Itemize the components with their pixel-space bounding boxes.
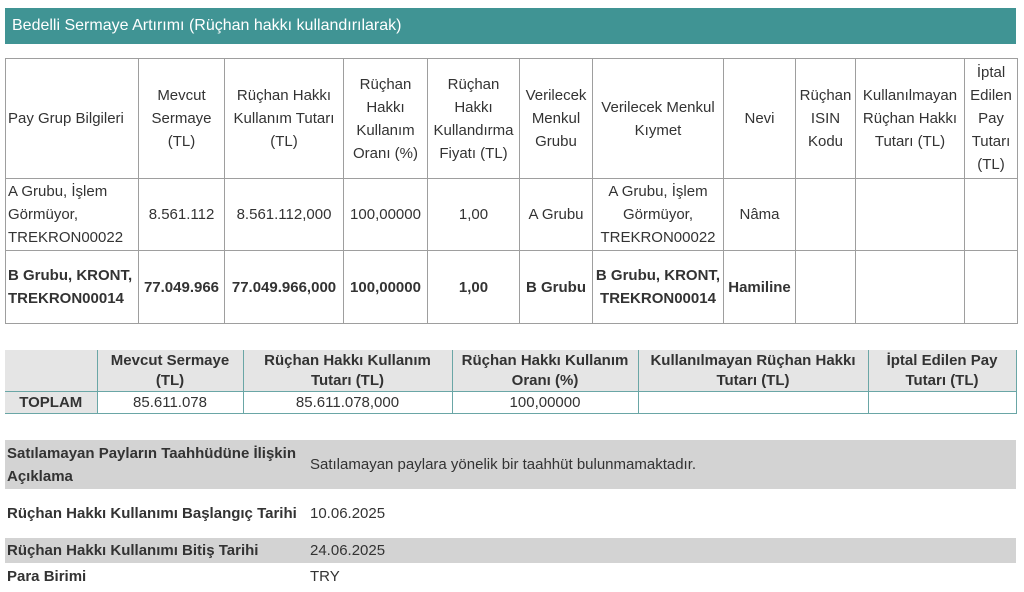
info-value: Satılamayan paylara yönelik bir taahhüt bulunmamaktadır. [305,440,1016,489]
cell-kullandirma-fiyati: 1,00 [428,251,520,324]
summary-table [5,350,1017,414]
header-kullandirma-fiyati: Rüçhan Hakkı Kullandırma Fiyatı (TL) [428,59,520,179]
cell-kullanilmayan [856,179,965,251]
info-label: Satılamayan Payların Taahhüdüne İlişkin Açıklama [5,440,305,489]
header-kullanim-tutari: Rüçhan Hakkı Kullanım Tutarı (TL) [225,59,344,179]
total-iptal [868,392,1016,414]
cell-kullanim-tutari: 8.561.112,000 [225,179,344,251]
cell-isin [796,179,856,251]
cell-menkul-kiymet: A Grubu, İşlem Görmüyor, TREKRON00022 [593,179,724,251]
summary-total-row [5,392,1016,414]
cell-iptal [965,251,1018,324]
total-mevcut-sermaye: 85.611.078 [97,392,243,414]
cell-isin [796,251,856,324]
cell-mevcut-sermaye: 8.561.112 [139,179,225,251]
table-row [6,251,1018,324]
info-value: 24.06.2025 [305,538,1016,563]
header-nevi: Nevi [724,59,796,179]
table-header-row [6,59,1018,179]
total-label: TOPLAM [5,392,97,414]
cell-pay-grup: B Grubu, KRONT, TREKRON00014 [6,251,139,324]
info-label: Rüçhan Hakkı Kullanımı Bitiş Tarihi [5,538,305,563]
info-label: Rüçhan Hakkı Kullanımı Başlangıç Tarihi [7,505,297,522]
cell-nevi: Nâma [724,179,796,251]
info-label: Para Birimi [7,567,87,585]
cell-menkul-kiymet: B Grubu, KRONT, TREKRON00014 [593,251,724,324]
header-menkul-kiymet: Verilecek Menkul Kıymet [593,59,724,179]
section-title: Bedelli Sermaye Artırımı (Rüçhan hakkı kullandırılarak) [5,8,1016,44]
summary-header-empty [5,350,97,392]
total-kullanilmayan [638,392,868,414]
summary-header-mevcut-sermaye: Mevcut Sermaye (TL) [97,350,243,392]
summary-header-kullanim-tutari: Rüçhan Hakkı Kullanım Tutarı (TL) [243,350,452,392]
cell-kullanim-orani: 100,00000 [344,251,428,324]
header-iptal: İptal Edilen Pay Tutarı (TL) [965,59,1018,179]
header-mevcut-sermaye: Mevcut Sermaye (TL) [139,59,225,179]
summary-header-iptal: İptal Edilen Pay Tutarı (TL) [868,350,1016,392]
cell-menkul-grubu: B Grubu [520,251,593,324]
cell-kullanilmayan [856,251,965,324]
info-value: TRY [310,567,340,585]
summary-header-kullanilmayan: Kullanılmayan Rüçhan Hakkı Tutarı (TL) [638,350,868,392]
info-row-baslangic [5,489,1016,538]
cell-mevcut-sermaye: 77.049.966 [139,251,225,324]
header-kullanilmayan: Kullanılmayan Rüçhan Hakkı Tutarı (TL) [856,59,965,179]
info-row-bitis [5,538,1016,563]
cell-nevi: Hamiline [724,251,796,324]
total-kullanim-orani: 100,00000 [452,392,638,414]
rights-issue-table [5,58,1018,324]
table-row [6,179,1018,251]
info-value: 10.06.2025 [310,505,386,522]
summary-header-kullanim-orani: Rüçhan Hakkı Kullanım Oranı (%) [452,350,638,392]
cell-pay-grup: A Grubu, İşlem Görmüyor, TREKRON00022 [6,179,139,251]
total-kullanim-tutari: 85.611.078,000 [243,392,452,414]
cell-kullanim-tutari: 77.049.966,000 [225,251,344,324]
summary-header-row [5,350,1016,392]
info-row-taahhut [5,440,1016,489]
header-menkul-grubu: Verilecek Menkul Grubu [520,59,593,179]
cell-kullanim-orani: 100,00000 [344,179,428,251]
header-pay-grup: Pay Grup Bilgileri [6,59,139,179]
info-row-para-birimi [5,563,1016,589]
cell-iptal [965,179,1018,251]
cell-menkul-grubu: A Grubu [520,179,593,251]
header-isin: Rüçhan ISIN Kodu [796,59,856,179]
header-kullanim-orani: Rüçhan Hakkı Kullanım Oranı (%) [344,59,428,179]
info-table [5,440,1016,589]
cell-kullandirma-fiyati: 1,00 [428,179,520,251]
